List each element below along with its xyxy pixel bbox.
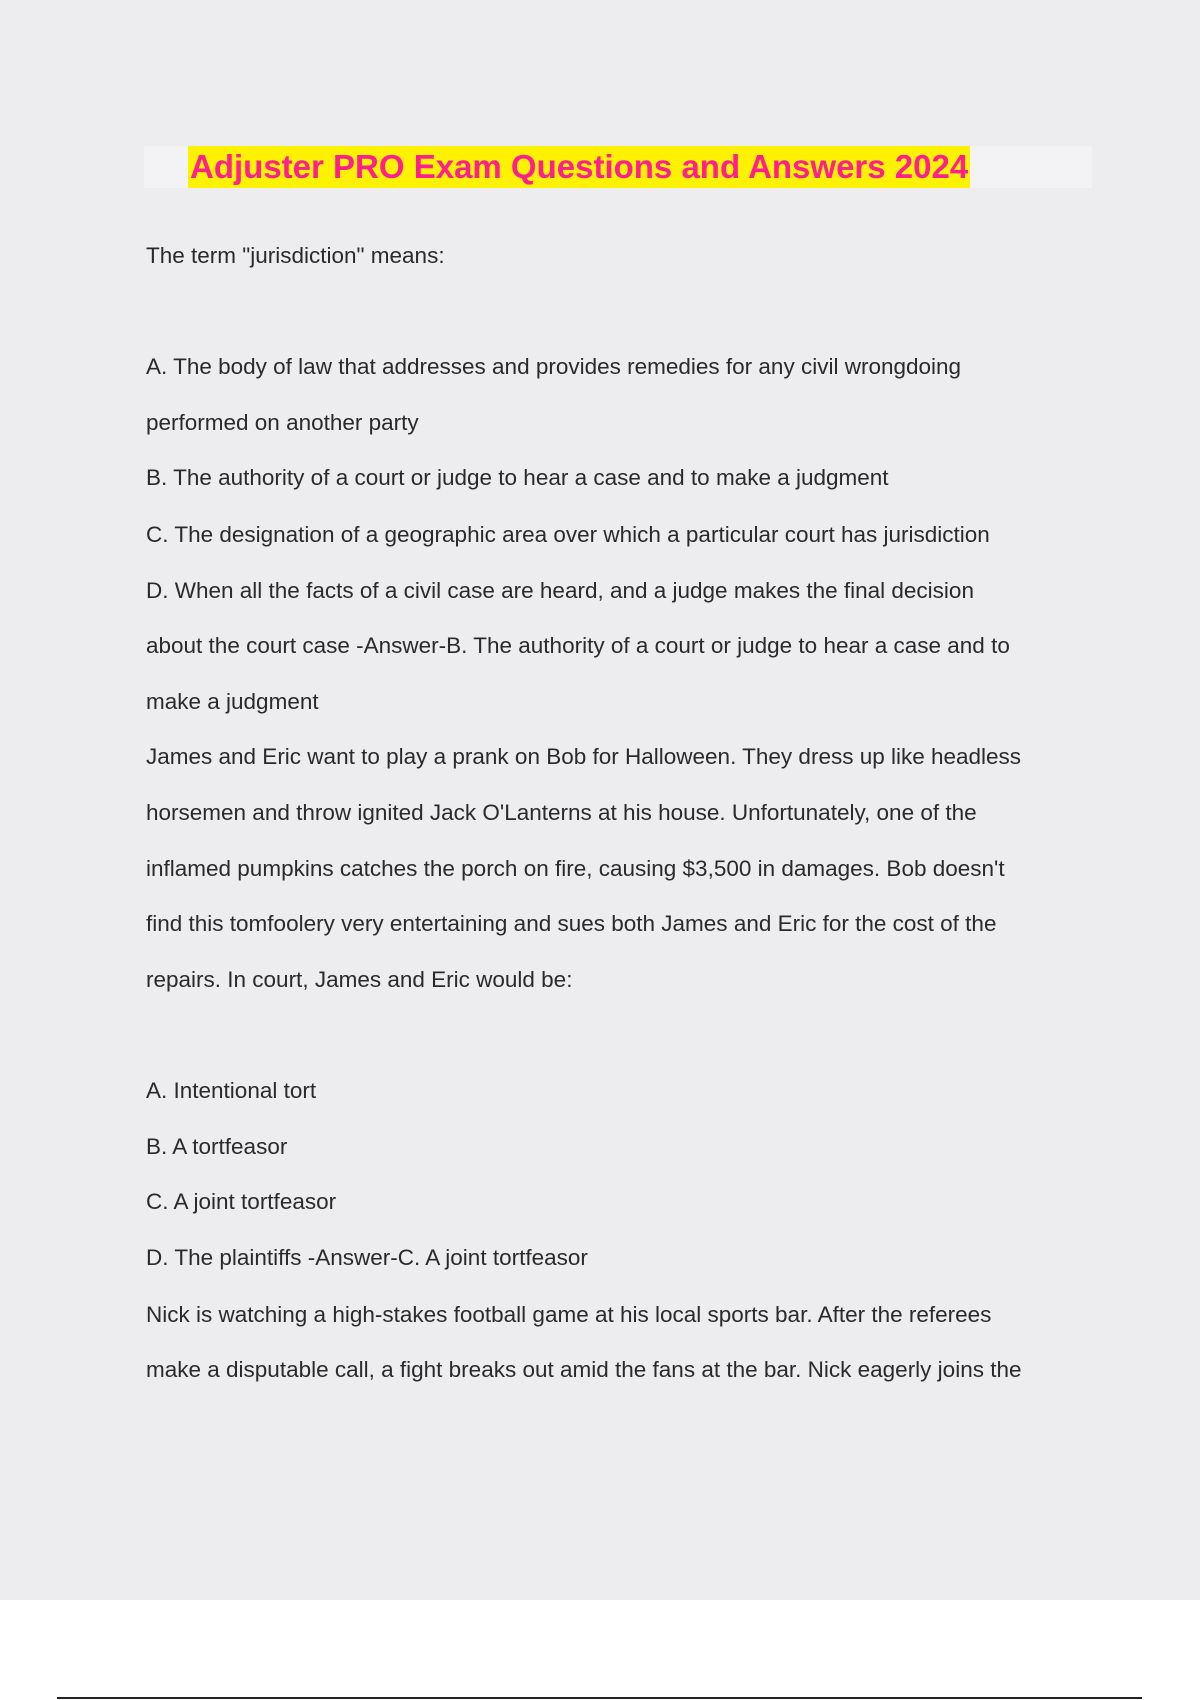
question-2-option-c: C. A joint tortfeasor (146, 1189, 337, 1214)
question-1-option-a: A. The body of law that addresses and provides remedies for any civil wrongdoing (146, 354, 962, 379)
question-1-answer-continued: make a judgment (146, 689, 319, 714)
question-2-prompt-line-3: inflamed pumpkins catches the porch on fire, causing $3,500 in damages. Bob doesn't (146, 856, 1005, 881)
question-3-prompt-line-2: make a disputable call, a fight breaks out amid the fans at the bar. Nick eagerly joins the (146, 1357, 1022, 1382)
question-1-prompt: The term "jurisdiction" means: (146, 243, 445, 268)
question-2-prompt-line-4: find this tomfoolery very entertaining and sues both James and Eric for the cost of the (146, 911, 997, 936)
question-2-option-a: A. Intentional tort (146, 1078, 317, 1103)
question-2-answer: D. The plaintiffs -Answer-C. A joint tortfeasor (146, 1245, 588, 1270)
question-1-option-a-continued: performed on another party (146, 410, 419, 435)
question-2-prompt: James and Eric want to play a prank on Bob for Halloween. They dress up like headless (146, 744, 1022, 769)
question-2-prompt-line-5: repairs. In court, James and Eric would be: (146, 967, 573, 992)
question-1-option-d: D. When all the facts of a civil case are heard, and a judge makes the final decision (146, 578, 974, 603)
question-1-option-b: B. The authority of a court or judge to hear a case and to make a judgment (146, 465, 889, 490)
question-2-option-b: B. A tortfeasor (146, 1134, 288, 1159)
question-1-answer: about the court case -Answer-B. The authority of a court or judge to hear a case and to (146, 633, 1010, 658)
page-bottom-rule (57, 1697, 1142, 1699)
question-2-prompt-line-2: horsemen and throw ignited Jack O'Lanterns at his house. Unfortunately, one of the (146, 800, 977, 825)
question-1-option-c: C. The designation of a geographic area over which a particular court has jurisdiction (146, 522, 990, 547)
document-title: Adjuster PRO Exam Questions and Answers 2024 (188, 146, 970, 188)
question-3-prompt: Nick is watching a high-stakes football game at his local sports bar. After the referees (146, 1302, 992, 1327)
